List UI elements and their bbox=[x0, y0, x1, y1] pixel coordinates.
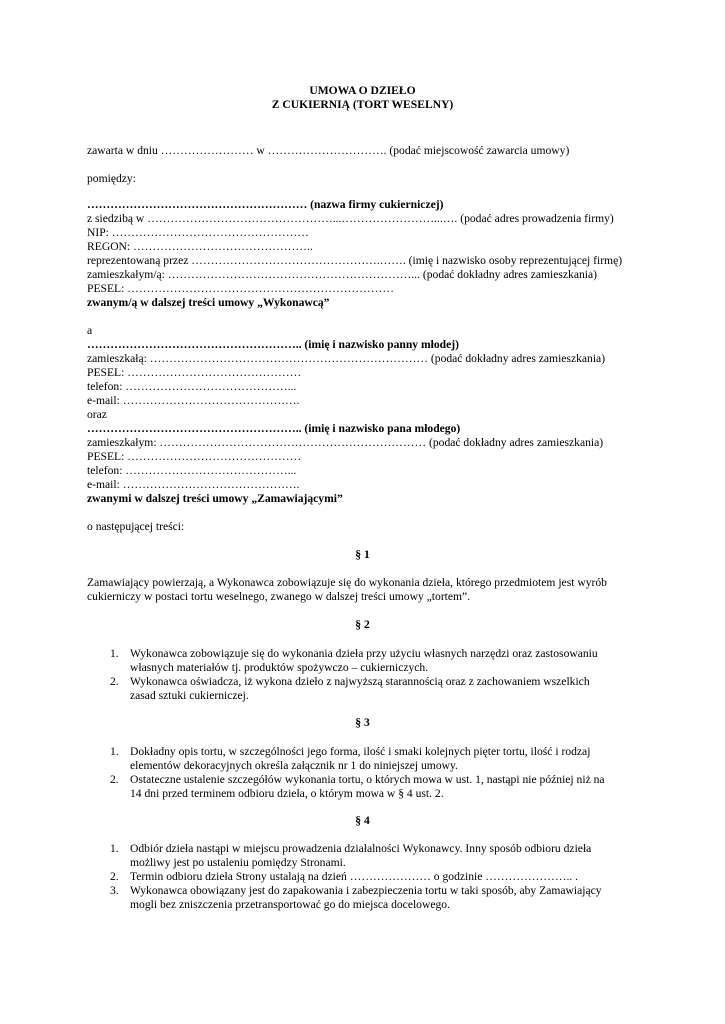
contractor-name-line: ………………………………………………… (nazwa firmy cukierniczej) bbox=[87, 198, 444, 211]
section-2-item-1-number: 1. bbox=[110, 647, 119, 660]
contractor-called-line: zwanym/ą w dalszej treści umowy „Wykonawcą” bbox=[87, 296, 330, 309]
section-2-item-2-number: 2. bbox=[110, 675, 119, 688]
contractor-representative-line: reprezentowaną przez ………………………………………….……. (imię i nazwisko osoby reprezentującej firmę) bbox=[87, 254, 623, 267]
section-3-item-2-line2: 14 dni przed terminem odbioru dzieła, o którym mowa w § 4 ust. 2. bbox=[130, 787, 444, 800]
section-4-item-3-line2: mogli bez zniszczenia przetransportować go do miejsca docelowego. bbox=[130, 898, 450, 911]
groom-name-line: ……………………………………………….. (imię i nazwisko pana młodego) bbox=[87, 422, 461, 435]
clients-called-line: zwanymi w dalszej treści umowy „Zamawiającymi” bbox=[87, 492, 343, 505]
section-4-item-3-number: 3. bbox=[110, 884, 119, 897]
contractor-nip-line: NIP: …………………………………………… bbox=[87, 226, 309, 239]
following-content-label: o następującej treści: bbox=[87, 520, 185, 533]
section-2-item-2-line1: Wykonawca oświadcza, iż wykona dzieło z najwyższą starannością oraz z zachowaniem wszelkich bbox=[130, 675, 590, 688]
groom-residence-line: zamieszkałym: …………………………………………………………… (podać dokładny adres zamieszkania) bbox=[87, 436, 604, 449]
section-3-item-1-line2: elementów dekoracyjnych określa załącznik nr 1 do niniejszej umowy. bbox=[130, 759, 458, 772]
section-4-item-1-number: 1. bbox=[110, 842, 119, 855]
section-2-item-1-line2: własnych materiałów tj. produktów spożywczo – cukierniczych. bbox=[130, 661, 429, 674]
bride-name-line: ……………………………………………….. (imię i nazwisko panny młodej) bbox=[87, 338, 459, 351]
contractor-residence-line: zamieszkałym/ą: ………………………………………………………... (podać dokładny adres zamieszkania) bbox=[87, 268, 598, 281]
document-title-line1: UMOWA O DZIEŁO bbox=[309, 84, 416, 97]
groom-phone-line: telefon: ……………………………………... bbox=[87, 464, 297, 477]
section-4-item-1-line1: Odbiór dzieła nastąpi w miejscu prowadzenia działalności Wykonawcy. Inny sposób odbioru dzieła bbox=[130, 842, 592, 855]
between-label: pomiędzy: bbox=[87, 172, 136, 185]
bride-pesel-line: PESEL: ……………………………………… bbox=[87, 366, 302, 379]
section-4-item-2-line1: Termin odbioru dzieła Strony ustalają na dzień ………………… o godzinie ………………….. . bbox=[130, 870, 579, 883]
section-4-item-1-line2: możliwy jest po ustaleniu pomiędzy Stronami. bbox=[130, 856, 346, 869]
section-4-heading: § 4 bbox=[355, 814, 370, 827]
section-2-item-2-line2: zasad sztuki cukierniczej. bbox=[130, 689, 249, 702]
contractor-regon-line: REGON: ……………………………………….. bbox=[87, 240, 313, 253]
section-4-item-2-number: 2. bbox=[110, 870, 119, 883]
section-3-item-1-line1: Dokładny opis tortu, w szczególności jego forma, ilość i smaki kolejnych pięter tortu, ilość i rodzaj bbox=[130, 745, 591, 758]
section-1-text-line1: Zamawiający powierzają, a Wykonawca zobowiązuje się do wykonania dzieła, którego przedmiotem jest wyrób bbox=[87, 576, 607, 589]
concluded-on-line: zawarta w dniu …………………… w …………………………. (podać miejscowość zawarcia umowy) bbox=[87, 144, 570, 157]
groom-pesel-line: PESEL: ……………………………………… bbox=[87, 450, 302, 463]
section-3-item-2-line1: Ostateczne ustalenie szczegółów wykonania tortu, o których mowa w ust. 1, nastąpi nie później niż na bbox=[130, 773, 605, 786]
section-1-heading: § 1 bbox=[355, 548, 370, 561]
bride-phone-line: telefon: ……………………………………... bbox=[87, 380, 297, 393]
section-3-item-2-number: 2. bbox=[110, 773, 119, 786]
section-3-heading: § 3 bbox=[355, 716, 370, 729]
also-word: oraz bbox=[87, 408, 107, 421]
section-1-text-line2: cukierniczy w postaci tortu weselnego, zwanego w dalszej treści umowy „tortem”. bbox=[87, 590, 471, 603]
contractor-pesel-line: PESEL: …………………………………………………………… bbox=[87, 282, 394, 295]
bride-email-line: e-mail: ………………………………………. bbox=[87, 394, 300, 407]
section-3-item-1-number: 1. bbox=[110, 745, 119, 758]
document-title-line2: Z CUKIERNIĄ (TORT WESELNY) bbox=[271, 98, 454, 111]
and-word: a bbox=[87, 324, 93, 337]
groom-email-line: e-mail: ………………………………………. bbox=[87, 478, 300, 491]
section-2-item-1-line1: Wykonawca zobowiązuje się do wykonania dzieła przy użyciu własnych narzędzi oraz zastosowaniu bbox=[130, 647, 598, 660]
bride-residence-line: zamieszkałą: ……………………………………………………………… (podać dokładny adres zamieszkania) bbox=[87, 352, 606, 365]
contractor-seat-line: z siedzibą w …………………………………………...……………………...…. (podać adres prowadzenia firmy) bbox=[87, 212, 614, 225]
section-2-heading: § 2 bbox=[355, 618, 370, 631]
section-4-item-3-line1: Wykonawca obowiązany jest do zapakowania i zabezpieczenia tortu w taki sposób, aby Zamawiający bbox=[130, 884, 602, 897]
